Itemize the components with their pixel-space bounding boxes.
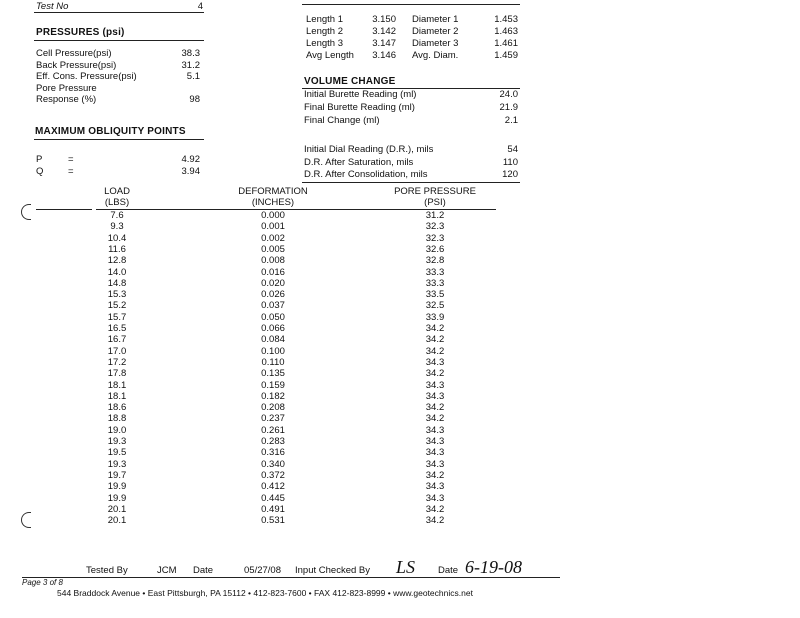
pore-pressure-cell: 34.3 [425,447,445,459]
load-cell: 14.0 [107,266,127,278]
pore-pressure-cell: 34.3 [425,492,445,504]
table-row [0,267,800,278]
load-cell: 20.1 [107,503,127,515]
date2-label: Date [438,565,459,576]
load-cell: 14.8 [107,277,127,289]
pore-pressure-cell: 34.2 [425,515,445,527]
pore-pressure-cell: 34.2 [425,323,445,334]
length-label: Length 2 [306,26,343,37]
header-pore-pressure-line2: (PSI) [424,197,446,208]
length-value: 3.142 [372,26,396,37]
header-deformation-line1: DEFORMATION [238,186,308,197]
load-cell: 11.6 [108,243,126,255]
deformation-cell: 0.159 [261,379,285,391]
deformation-cell: 0.000 [261,210,285,221]
pressures-rule [34,40,204,41]
test-no-rule [34,12,204,13]
load-cell: 19.3 [107,436,127,447]
pore-pressure-cell: 32.3 [425,221,445,233]
pressure-value: 5.1 [186,71,200,82]
pore-pressure-cell: 34.2 [425,345,445,357]
pore-pressure-cell: 31.2 [425,210,445,221]
pore-pressure-cell: 34.2 [425,413,445,425]
pore-pressure-cell: 32.5 [425,300,445,312]
volume-label: Initial Burette Reading (ml) [304,89,417,100]
pore-pressure-cell: 34.3 [425,379,445,391]
obliquity-value: 4.92 [181,154,200,165]
dial-reading-label: D.R. After Consolidation, mils [304,169,428,180]
header-deformation-line2: (INCHES) [251,197,295,208]
deformation-cell: 0.491 [261,503,285,515]
header-pore-pressure [385,186,485,208]
deformation-cell: 0.066 [261,323,285,334]
table-row [0,357,800,368]
load-cell: 18.6 [107,402,127,414]
pore-pressure-cell: 32.3 [425,232,445,244]
load-cell: 7.6 [110,210,124,221]
table-row [0,334,800,345]
table-row [0,504,800,515]
dial-reading-value: 54 [507,144,518,155]
header-load [96,186,138,208]
pressures-title: PRESSURES (psi) [36,27,125,38]
deformation-cell: 0.237 [261,413,285,425]
table-row [0,244,800,255]
deformation-cell: 0.008 [261,255,285,267]
table-row [0,402,800,413]
header-load-line1: LOAD [104,186,130,197]
load-cell: 15.7 [107,311,127,323]
table-row [0,233,800,244]
obliquity-value: 3.94 [181,166,200,177]
deformation-cell: 0.412 [261,481,285,493]
pressure-label: Eff. Cons. Pressure(psi) [36,71,137,82]
table-row [0,481,800,492]
page-number: Page 3 of 8 [22,578,63,587]
dimensions-top-rule [302,4,520,5]
pressure-value: 98 [189,94,200,105]
load-cell: 19.0 [107,424,127,436]
deformation-cell: 0.208 [261,402,285,414]
volume-label: Final Burette Reading (ml) [304,102,415,113]
pressure-label: Back Pressure(psi) [36,59,117,71]
table-row [0,459,800,470]
deformation-cell: 0.100 [261,345,285,357]
table-row [0,447,800,458]
table-row [0,425,800,436]
deformation-cell: 0.261 [261,424,285,436]
pore-pressure-cell: 34.2 [425,503,445,515]
pore-pressure-cell: 34.3 [425,458,445,470]
pressure-value: 38.3 [181,48,200,59]
deformation-cell: 0.084 [261,334,285,346]
table-row [0,515,800,526]
load-cell: 18.8 [107,413,127,425]
deformation-cell: 0.531 [261,515,285,527]
table-row [0,346,800,357]
load-cell: 15.3 [107,289,127,301]
table-row [0,255,800,266]
test-no-value: 4 [197,1,203,12]
pressure-label: Pore Pressure [36,82,97,94]
table-row [0,221,800,232]
pore-pressure-cell: 34.2 [425,402,445,414]
dial-reading-label: Initial Dial Reading (D.R.), mils [304,144,434,155]
length-value: 3.147 [372,38,396,49]
dial-reading-value: 120 [502,169,518,180]
load-cell: 12.8 [107,255,127,267]
pore-pressure-cell: 34.2 [425,334,445,346]
dial-reading-label: D.R. After Saturation, mils [304,156,414,168]
pore-pressure-cell: 33.3 [425,266,445,278]
diameter-label: Diameter 2 [412,26,459,37]
load-cell: 16.7 [107,334,127,346]
load-cell: 10.4 [107,232,127,244]
length-value: 3.150 [372,14,396,25]
pore-pressure-cell: 33.9 [425,311,445,323]
load-cell: 18.1 [107,379,127,391]
length-label: Length 1 [306,14,343,25]
obliquity-label: P [36,154,43,165]
table-row [0,300,800,311]
obliquity-equals: = [68,154,74,165]
header-load-line2: (LBS) [104,197,130,208]
table-row [0,312,800,323]
volume-value: 2.1 [504,115,518,126]
load-cell: 17.8 [107,368,127,380]
deformation-cell: 0.110 [261,356,285,368]
diameter-value: 1.461 [494,38,518,49]
length-label: Length 3 [306,38,343,49]
dial-readings-rule [302,182,520,183]
table-row [0,289,800,300]
dial-reading-value: 110 [502,156,518,168]
load-cell: 17.2 [107,356,127,368]
deformation-cell: 0.037 [261,300,285,312]
load-cell: 17.0 [107,345,127,357]
table-row [0,278,800,289]
deformation-cell: 0.340 [261,458,285,470]
load-cell: 19.5 [107,447,127,459]
pore-pressure-cell: 33.3 [425,277,445,289]
table-row [0,210,800,221]
pore-pressure-cell: 33.5 [425,289,445,301]
deformation-cell: 0.283 [261,436,285,447]
deformation-cell: 0.050 [261,311,285,323]
pore-pressure-cell: 34.3 [425,356,445,368]
pressure-label: Response (%) [36,94,97,105]
load-cell: 16.5 [107,323,127,334]
volume-value: 21.9 [499,102,518,113]
obliquity-label: Q [36,166,44,177]
table-row [0,323,800,334]
volume-label: Final Change (ml) [304,115,380,126]
pore-pressure-cell: 34.2 [425,368,445,380]
load-cell: 15.2 [107,300,127,312]
tested-by-label: Tested By [86,565,128,576]
length-value: 3.146 [372,50,396,61]
load-cell: 19.9 [107,492,127,504]
date2-handwritten: 6-19-08 [465,557,522,577]
checked-by-signature: LS [396,557,416,577]
footer-rule [22,577,560,578]
pore-pressure-cell: 32.8 [425,255,445,267]
deformation-cell: 0.002 [261,232,285,244]
deformation-cell: 0.001 [261,221,285,233]
pore-pressure-cell: 34.3 [425,424,445,436]
length-label: Avg Length [306,50,354,61]
pressure-value: 31.2 [181,59,200,71]
date-label: Date [193,565,214,576]
deformation-cell: 0.372 [261,469,285,481]
deformation-cell: 0.026 [261,289,285,301]
pore-pressure-cell: 34.2 [425,469,445,481]
diameter-label: Diameter 3 [412,38,459,49]
load-cell: 19.7 [107,469,127,481]
table-row [0,413,800,424]
checked-by-label: Input Checked By [295,565,370,576]
diameter-value: 1.453 [494,14,518,25]
pressure-label: Cell Pressure(psi) [36,48,112,59]
table-row [0,391,800,402]
table-row [0,368,800,379]
deformation-cell: 0.135 [261,368,285,380]
diameter-value: 1.463 [494,26,518,37]
max-obliquity-rule [34,139,204,140]
volume-change-title: VOLUME CHANGE [304,76,396,87]
company-address: 544 Braddock Avenue • East Pittsburgh, PA 15112 • 412-823-7600 • FAX 412-823-8999 • www.geotechnics.net [57,588,473,598]
load-cell: 18.1 [107,390,127,402]
tested-by-value: JCM [157,565,177,576]
date-value: 05/27/08 [244,565,281,576]
diameter-label: Diameter 1 [412,14,459,25]
load-cell: 19.9 [107,481,127,493]
obliquity-equals: = [68,166,74,177]
pore-pressure-cell: 34.3 [425,390,445,402]
deformation-cell: 0.182 [261,390,285,402]
load-cell: 20.1 [107,515,127,527]
deformation-cell: 0.005 [261,243,285,255]
load-cell: 19.3 [107,458,127,470]
header-pore-pressure-line1: PORE PRESSURE [394,186,476,197]
table-row [0,436,800,447]
diameter-value: 1.459 [494,50,518,61]
diameter-label: Avg. Diam. [412,50,459,61]
load-cell: 9.3 [110,221,124,233]
deformation-cell: 0.445 [261,492,285,504]
table-row [0,380,800,391]
pore-pressure-cell: 32.6 [425,243,445,255]
volume-value: 24.0 [499,89,518,100]
deformation-cell: 0.316 [261,447,285,459]
max-obliquity-title: MAXIMUM OBLIQUITY POINTS [35,126,186,137]
deformation-cell: 0.020 [261,277,285,289]
pore-pressure-cell: 34.3 [425,481,445,493]
deformation-cell: 0.016 [261,266,285,278]
test-no-label: Test No [36,1,69,12]
header-deformation [223,186,323,208]
table-row [0,493,800,504]
pore-pressure-cell: 34.3 [425,436,445,447]
table-row [0,470,800,481]
